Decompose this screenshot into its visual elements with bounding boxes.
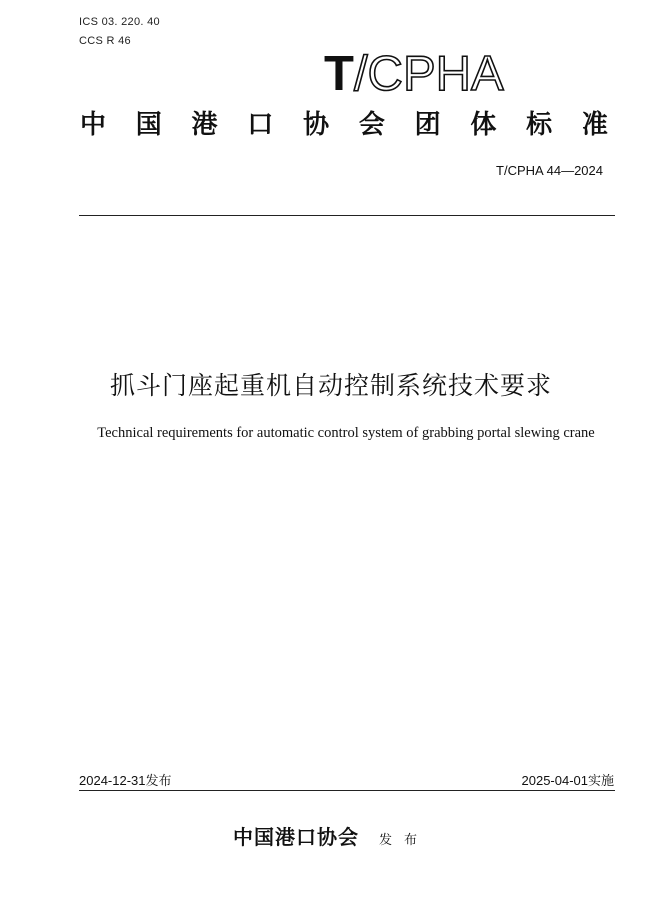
ics-code: ICS 03. 220. 40 [79,16,160,28]
org-char: 港 [191,110,218,140]
title-english: Technical requirements for automatic control system of grabbing portal slewing crane [97,425,595,441]
org-char: 会 [358,110,385,140]
ccs-code: CCS R 46 [79,35,131,47]
top-divider [79,215,615,216]
org-char: 国 [135,110,162,140]
bottom-divider [79,790,615,791]
publisher-name: 中国港口协会 [232,825,359,849]
org-char: 中 [80,110,107,140]
publisher-line [0,821,662,850]
org-char: 口 [247,110,274,140]
org-char: 标 [526,110,553,140]
org-char: 准 [581,110,608,140]
publish-label: 发布 [378,833,429,848]
org-char: 团 [414,110,441,140]
implementation-date: 2025-04-01实施 [521,773,614,788]
org-char: 协 [303,110,330,140]
organization-standard-title [80,110,608,141]
logo-cpha: /CPHA [353,47,504,101]
release-date: 2024-12-31发布 [79,773,172,788]
title-chinese: 抓斗门座起重机自动控制系统技术要求 [109,371,552,400]
logo-t: T [324,47,354,101]
standard-number: T/CPHA 44—2024 [496,163,603,178]
tcpha-logo [324,47,504,101]
org-char: 体 [470,110,497,140]
